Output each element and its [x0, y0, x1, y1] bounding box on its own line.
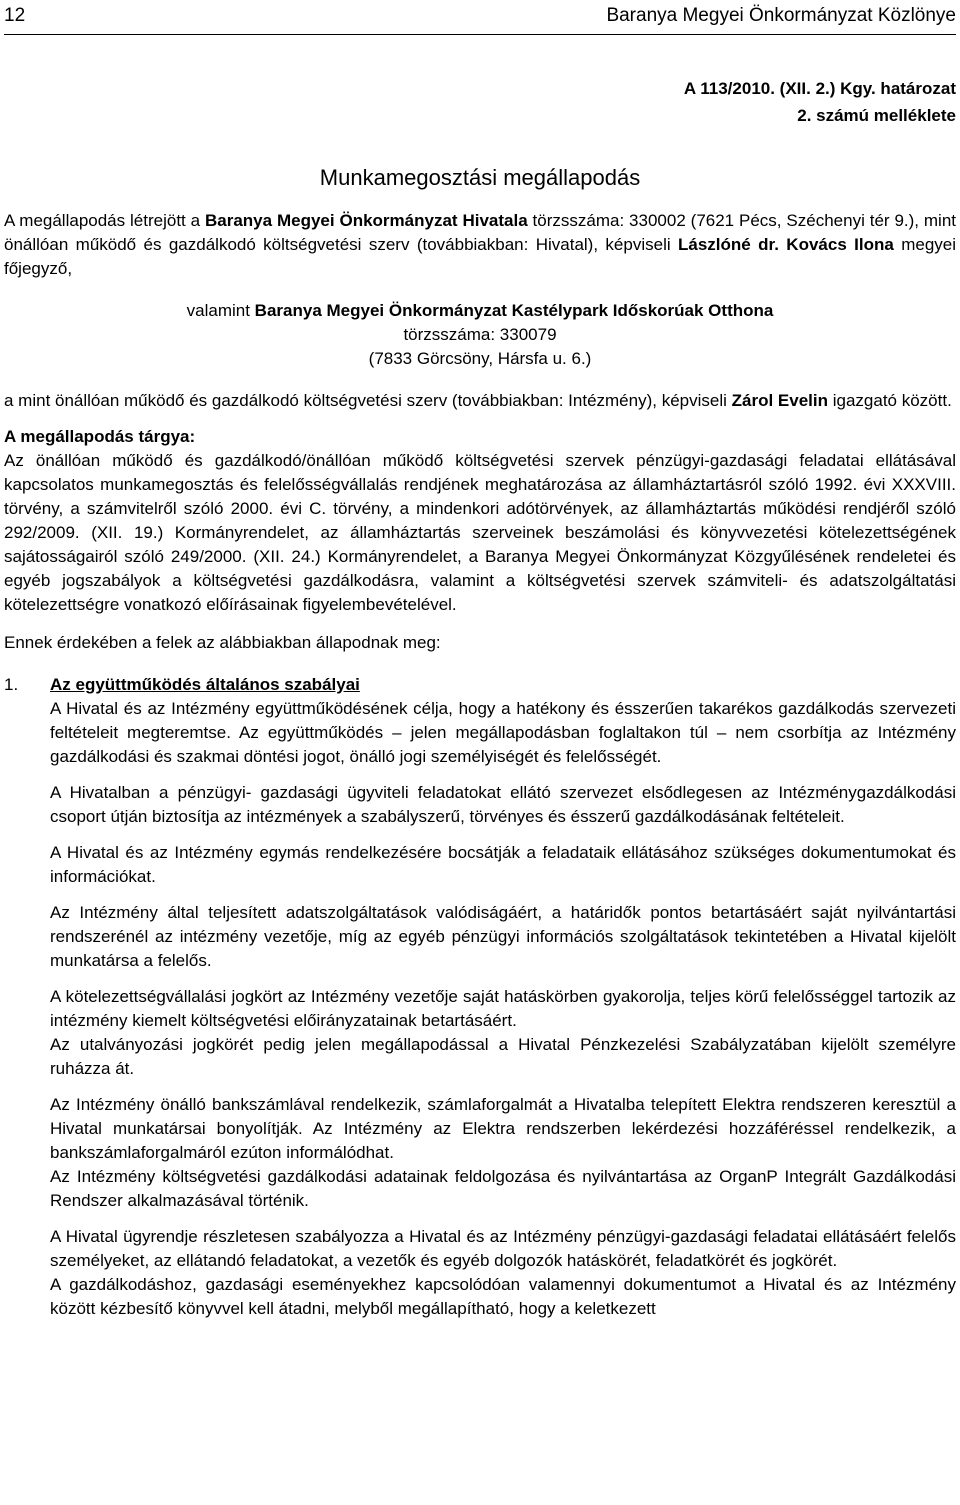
subject-heading	[4, 425, 956, 449]
party2-representative: Zárol Evelin	[731, 391, 828, 410]
section-1-paragraph: A Hivatal ügyrendje részletesen szabályozza a Hivatal és az Intézmény pénzügyi-gazdasági feladatai ellátásáért felelős személyeket, az ellátandó feladatokat, a vezetők és egyéb dolgozók hatáskörét, feladatkörét és jogkörét.	[50, 1227, 956, 1270]
agreement-line: Ennek érdekében a felek az alábbiakban állapodnak meg:	[4, 633, 441, 652]
party2-name: Baranya Megyei Önkormányzat Kastélypark Időskorúak Otthona	[254, 301, 774, 320]
section-1-paragraph: A Hivatal és az Intézmény egymás rendelkezésére bocsátják a feladataik ellátásához szükséges dokumentumokat és információkat.	[50, 843, 956, 886]
annex-resolution: A 113/2010. (XII. 2.) Kgy. határozat	[683, 79, 956, 98]
page-number: 12	[4, 5, 26, 26]
section-1-title: Az együttműködés általános szabályai	[50, 675, 360, 694]
annex-number: 2. számú melléklete	[797, 106, 956, 125]
section-1-paragraph: Az Intézmény által teljesített adatszolgáltatások valódiságáért, a határidők pontos betartásáért saját nyilvántartási rendszerénél az intézmény vezetője, míg az egyéb pénzügyi információs szolgáltatások tekintetében a Hivatal kijelölt munkatársa a felelős.	[50, 903, 956, 970]
section-1-body	[50, 697, 956, 1321]
party2-block	[4, 299, 956, 371]
party2-prefix: valamint	[186, 301, 255, 320]
subject-heading-text: A megállapodás tárgya:	[4, 427, 196, 446]
page-header	[4, 2, 956, 32]
party2-line	[4, 299, 956, 323]
section-1-paragraph: Az Intézmény önálló bankszámlával rendelkezik, számlaforgalmát a Hivatalba telepített Elektra rendszeren keresztül a Hivatal munkatársai bonyolítják. Az Intézmény az Elektra rendszerben lekérdezési hozzáféréssel rendelkezik, a bankszámlaforgalmáról ezúton informálódhat.	[50, 1095, 956, 1162]
section-1-heading	[4, 673, 956, 697]
document-body	[4, 209, 956, 1321]
party1-representative: Lászlóné dr. Kovács Ilona	[678, 235, 894, 254]
intro-text-1: A megállapodás létrejött a	[4, 211, 205, 230]
party2-text-2: igazgató között.	[828, 391, 952, 410]
party2-paragraph	[4, 389, 956, 413]
party1-name: Baranya Megyei Önkormányzat Hivatala	[204, 211, 528, 230]
section-1-paragraph: A Hivatalban a pénzügyi- gazdasági ügyviteli feladatokat ellátó szervezet elsődlegesen az Intézménygazdálkodási csoport útján biztosítja az intézmények a szabályszerű, törvényes és ésszerű gazdálkodásának feltételeit.	[50, 783, 956, 826]
annex-reference	[684, 75, 956, 129]
section-1-paragraph: A kötelezettségvállalási jogkört az Intézmény vezetője saját hatáskörben gyakorolja, teljes körű felelősséggel tartozik az intézmény kiemelt költségvetési előirányzatainak betartásáért.	[50, 987, 956, 1030]
party2-text-1: a mint önállóan működő és gazdálkodó költségvetési szerv (továbbiakban: Intézmény), képviseli	[4, 391, 732, 410]
subject-body: Az önállóan működő és gazdálkodó/önállóan működő költségvetési szervek pénzügyi-gazdasági feladatai ellátásával kapcsolatos munkamegosztás és felelősségvállalás rendjének meghatározása az államháztartásról szóló 1992. évi XXXVIII. törvény, a számvitelről szóló 2000. évi C. törvény, a mindenkori adótörvények, az államháztartás működési rendjéről szóló 292/2009. (XII. 19.) Kormányrendelet, az államháztartás szerveinek beszámolási és könyvvezetési kötelezettségének sajátosságairól szóló 249/2000. (XII. 24.) Kormányrendelet, a Baranya Megyei Önkormányzat Közgyűlésének rendeletei és egyéb jogszabályok a költségvetési gazdálkodásra, valamint a költségvetési szervek számviteli- és adatszolgáltatási kötelezettségre vonatkozó előírásainak figyelembevételével.	[4, 451, 956, 614]
section-1-paragraph: A gazdálkodáshoz, gazdasági eseményekhez kapcsolódóan valamennyi dokumentumot a Hivatal és az Intézmény között kézbesítő könyvvel kell átadni, melyből megállapítható, hogy a keletkezett	[50, 1275, 956, 1318]
section-1-number: 1.	[4, 675, 19, 694]
section-1-paragraph: Az utalványozási jogkörét pedig jelen megállapodással a Hivatal Pénzkezelési Szabályzatában kijelölt személyre ruházza át.	[50, 1035, 956, 1078]
journal-title: Baranya Megyei Önkormányzat Közlönye	[606, 5, 956, 26]
section-1-paragraph: Az Intézmény költségvetési gazdálkodási adatainak feldolgozása és nyilvántartása az OrganP Integrált Gazdálkodási Rendszer alkalmazásával történik.	[50, 1167, 956, 1210]
intro-paragraph	[4, 209, 956, 281]
intro-text-3: megyei főjegyző,	[4, 235, 957, 278]
party2-registration: törzsszáma: 330079	[403, 325, 557, 344]
section-1-paragraph: A Hivatal és az Intézmény együttműködésének célja, hogy a hatékony és ésszerűen takarékos gazdálkodás szervezeti feltételeit megteremtse. Az együttműködés – jelen megállapodásban foglaltakon túl – nem csorbítja az Intézmény gazdálkodási és szakmai döntési jogot, önálló jogi személyiségét és felelősségét.	[50, 699, 956, 766]
intro-text-2: törzsszáma: 330002 (7621 Pécs, Széchenyi tér 9.), mint önállóan működő és gazdálkodó költségvetési szerv (továbbiakban: Hivatal), képviseli	[4, 211, 957, 254]
header-rule	[4, 34, 956, 35]
document-title: Munkamegosztási megállapodás	[319, 165, 641, 190]
party2-address: (7833 Görcsöny, Hársfa u. 6.)	[368, 349, 592, 368]
